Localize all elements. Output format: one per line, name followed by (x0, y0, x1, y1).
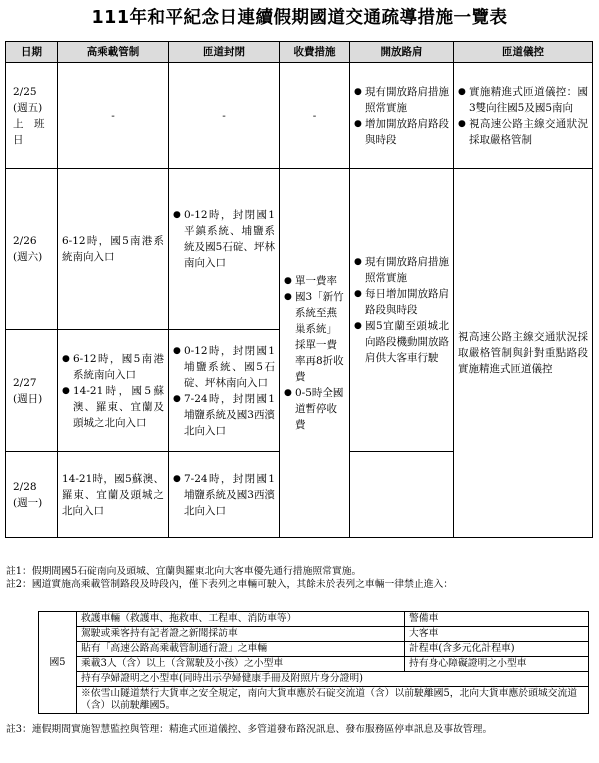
list-item: ● 每日增加開放路肩路段與時段 (354, 286, 449, 318)
measures-table (5, 41, 593, 538)
header-ramp: 匝道封閉 (169, 42, 280, 63)
list-item: ● 現有開放路肩措施照常實施 (354, 254, 449, 286)
ramp-cell (169, 169, 280, 330)
toll-cell: - (280, 63, 350, 169)
date-cell: 2/25 (週五) 上 班 日 (6, 63, 58, 169)
vehicle-cell: 駕駛或乘客持有記者證之新聞採訪車 (77, 627, 405, 642)
group-cell: 國5 (39, 612, 77, 714)
table-row (39, 672, 589, 687)
list-item: ● 現有開放路肩措施照常實施 (354, 84, 449, 116)
header-toll: 收費措施 (280, 42, 350, 63)
list-item: ● 實施精進式匝道儀控：國3雙向往國5及國5南向 (458, 84, 588, 116)
page-title: 111年和平紀念日連續假期國道交通疏導措施一覽表 (91, 8, 508, 28)
list-item: ● 國5宜蘭至頭城北向路段機動開放路肩供大客車行駛 (354, 318, 449, 366)
header-date: 日期 (6, 42, 58, 63)
list-item: ● 7-24時，封閉國1埔鹽系統及國3西濱北向入口 (173, 471, 275, 519)
list-item: ● 增加開放路肩路段與時段 (354, 116, 449, 148)
table-row (39, 657, 589, 672)
vehicle-cell: 貼有「高速公路高乘載管制通行證」之車輛 (77, 642, 405, 657)
list-item: ● 單一費率 (284, 273, 345, 289)
vehicle-cell: 乘載3人（含）以上（含駕駛及小孩）之小型車 (77, 657, 405, 672)
note-3: 註3： 連假期間實施智慧監控與管理：精進式匝道儀控、多管道發布路況訊息、發布服務區停車訊息及事故管理。 (6, 724, 493, 735)
meter-cell-merged: 視高速公路主線交通狀況採取嚴格管制與針對重點路段實施精進式匝道儀控 (454, 169, 593, 538)
vehicle-cell: 救護車輛（救護車、拖救車、工程車、消防車等） (77, 612, 405, 627)
date-cell: 2/26 (週六) (6, 169, 58, 330)
hov-cell (58, 330, 169, 452)
hov-cell: 6-12時，國5南港系統南向入口 (58, 169, 169, 330)
shoulder-cell-merged (350, 169, 454, 452)
toll-cell-merged (280, 169, 350, 538)
list-item: ● 6-12時，國5南港系統南向入口 (62, 351, 164, 383)
vehicle-cell: 計程車(含多元化計程車) (405, 642, 589, 657)
header-shoulder: 開放路肩 (350, 42, 454, 63)
table-row (39, 642, 589, 657)
note-2: 註2： 國道實施高乘載管制路段及時段內，僅下表列之車輛可駛入，其餘未於表列之車輛一律禁止進入： (6, 579, 454, 590)
date-cell: 2/27 (週日) (6, 330, 58, 452)
header-meter: 匝道儀控 (454, 42, 593, 63)
truck-rule-cell: ※依雪山隧道禁行大貨車之安全規定，南向大貨車應於石碇交流道（含）以前駛離國5，北向大貨車應於頭城交流道（含）以前駛離國5。 (77, 687, 589, 714)
ramp-cell (169, 452, 280, 538)
list-item: ● 0-12時，封閉國1埔鹽系統、國5石碇、坪林南向入口 (173, 343, 275, 391)
shoulder-cell (350, 63, 454, 169)
list-item: ● 視高速公路主線交通狀況採取嚴格管制 (458, 116, 588, 148)
list-item: ● 14-21時，國5蘇澳、羅東、宜蘭及頭城之北向入口 (62, 383, 164, 431)
table-row (39, 687, 589, 714)
table-row (6, 169, 593, 330)
table-row (39, 612, 589, 627)
ramp-cell (169, 330, 280, 452)
meter-cell (454, 63, 593, 169)
date-cell: 2/28 (週一) (6, 452, 58, 538)
ramp-cell: - (169, 63, 280, 169)
hov-cell: 14-21時，國5蘇澳、羅東、宜蘭及頭城之北向入口 (58, 452, 169, 538)
vehicle-cell: 持有孕婦證明之小型車(同時出示孕婦健康手冊及附照片身分證明) (77, 672, 589, 687)
shoulder-cell-empty (350, 452, 454, 538)
hov-cell: - (58, 63, 169, 169)
vehicle-cell: 警備車 (405, 612, 589, 627)
table-row (6, 63, 593, 169)
header-hov: 高乘載管制 (58, 42, 169, 63)
list-item: ● 0-12時，封閉國1平鎮系統、埔鹽系統及國5石碇、坪林南向入口 (173, 207, 275, 271)
table-header-row (6, 42, 593, 63)
list-item: ● 國3「新竹系統至燕巢系統」採單一費率再8折收費 (284, 289, 345, 385)
list-item: ● 0-5時全國道暫停收費 (284, 385, 345, 433)
table-row (39, 627, 589, 642)
list-item: ● 7-24時，封閉國1埔鹽系統及國3西濱北向入口 (173, 391, 275, 439)
vehicle-cell: 持有身心障礙證明之小型車 (405, 657, 589, 672)
note-1: 註1： 假期間國5石碇南向及頭城、宜蘭與羅東北向大客車優先通行措施照常實施。 (6, 566, 362, 577)
vehicle-cell: 大客車 (405, 627, 589, 642)
notes (6, 565, 594, 591)
allowed-vehicles-table (38, 611, 589, 714)
